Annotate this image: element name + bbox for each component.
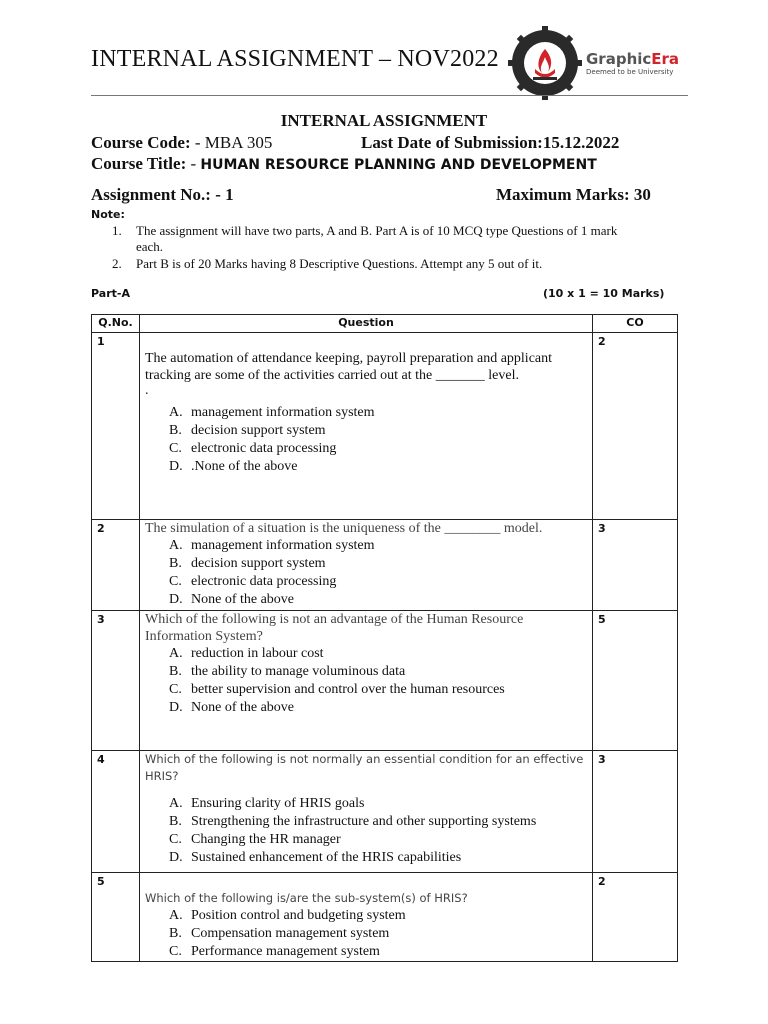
option-text: electronic data processing (191, 441, 337, 456)
course-title-sep: - (186, 154, 201, 173)
header-question: Question (140, 315, 593, 333)
option-text: reduction in labour cost (191, 646, 324, 661)
note-item-number: 1. (112, 223, 122, 238)
course-title-row (91, 154, 597, 174)
option-letter: D. (169, 459, 183, 474)
note-label: Note: (91, 208, 125, 221)
question-number: 4 (92, 751, 140, 873)
submission-label: Last Date of Submission: (361, 133, 543, 152)
assignment-heading: INTERNAL ASSIGNMENT (280, 111, 488, 130)
list-item (169, 440, 588, 458)
list-item (169, 591, 588, 609)
header-divider (91, 95, 688, 96)
list-item (169, 699, 588, 717)
option-letter: B. (169, 926, 182, 941)
question-cell (140, 333, 593, 520)
option-text: Ensuring clarity of HRIS goals (191, 796, 365, 811)
option-letter: C. (169, 832, 182, 847)
option-text: management information system (191, 538, 375, 553)
submission-value: 15.12.2022 (542, 133, 620, 152)
brand-name (586, 50, 679, 68)
options-list (145, 907, 588, 961)
question-extra-text: . (145, 383, 149, 398)
option-letter: A. (169, 646, 183, 661)
brand-name-part-2: Era (651, 50, 680, 68)
list-item (169, 422, 588, 440)
option-text: decision support system (191, 423, 326, 438)
assignment-row (91, 185, 659, 205)
table-row (92, 873, 678, 962)
note-item (112, 256, 542, 272)
part-a-marks: (10 x 1 = 10 Marks) (543, 287, 665, 300)
list-item (169, 681, 588, 699)
list-item (169, 537, 588, 555)
option-text: Changing the HR manager (191, 832, 341, 847)
question-text: The automation of attendance keeping, payroll preparation and applicant tracking are some of the activities carried out at the _______ level. (145, 351, 553, 383)
course-outcome: 2 (593, 333, 678, 520)
list-item (169, 795, 588, 813)
table-row (92, 520, 678, 611)
course-code-value: - MBA 305 (190, 133, 273, 152)
list-item (169, 573, 588, 591)
question-number: 1 (92, 333, 140, 520)
list-item (169, 925, 588, 943)
options-list (145, 795, 588, 867)
list-item (169, 813, 588, 831)
header-qno: Q.No. (92, 315, 140, 333)
assignment-value: - 1 (210, 185, 234, 204)
option-letter: A. (169, 908, 183, 923)
course-title-label: Course Title: (91, 154, 187, 173)
option-letter: B. (169, 423, 182, 438)
option-letter: B. (169, 814, 182, 829)
list-item (169, 907, 588, 925)
note-item-number: 2. (112, 256, 122, 271)
question-cell (140, 751, 593, 873)
option-text: better supervision and control over the human resources (191, 682, 505, 697)
option-letter: B. (169, 664, 182, 679)
question-number: 3 (92, 611, 140, 751)
graphic-era-logo-icon (505, 26, 585, 100)
table-row (92, 333, 678, 520)
list-item (169, 663, 588, 681)
options-list (145, 404, 588, 476)
list-item (169, 555, 588, 573)
option-text: electronic data processing (191, 574, 337, 589)
option-text: management information system (191, 405, 375, 420)
table-row (92, 751, 678, 873)
option-text: the ability to manage voluminous data (191, 664, 406, 679)
question-text: Which of the following is not normally an essential condition for an effective HRIS? (145, 752, 584, 783)
list-item (169, 458, 588, 476)
question-cell (140, 520, 593, 611)
note-item (112, 223, 657, 255)
list-item (169, 831, 588, 849)
assignment-label: Assignment No.: (91, 185, 211, 204)
option-letter: C. (169, 441, 182, 456)
list-item (169, 645, 588, 663)
question-text: Which of the following is not an advantage of the Human Resource Information System? (145, 612, 524, 644)
option-text: None of the above (191, 700, 295, 715)
course-outcome: 3 (593, 751, 678, 873)
course-outcome: 2 (593, 873, 678, 962)
header-co: CO (593, 315, 678, 333)
document-header-title: INTERNAL ASSIGNMENT – NOV2022 (91, 46, 499, 72)
submission-date (361, 133, 619, 153)
list-item (169, 943, 588, 961)
brand-tagline: Deemed to be University (586, 68, 674, 76)
question-table (91, 314, 678, 962)
option-letter: C. (169, 944, 182, 959)
option-text: None of the above (191, 592, 295, 607)
option-letter: D. (169, 700, 183, 715)
note-item-text: Part B is of 20 Marks having 8 Descriptive Questions. Attempt any 5 out of it. (136, 256, 543, 271)
option-letter: B. (169, 556, 182, 571)
option-text: .None of the above (191, 459, 298, 474)
options-list (145, 645, 588, 717)
question-number: 2 (92, 520, 140, 611)
part-a-label: Part-A (91, 287, 130, 300)
course-outcome: 3 (593, 520, 678, 611)
options-list (145, 537, 588, 609)
option-letter: D. (169, 850, 183, 865)
maximum-marks (496, 185, 651, 205)
list-item (169, 404, 588, 422)
option-letter: C. (169, 682, 182, 697)
option-text: Performance management system (191, 944, 380, 959)
question-cell (140, 873, 593, 962)
max-marks-label: Maximum Marks: (496, 185, 630, 204)
course-code-label: Course Code: (91, 133, 191, 152)
table-row (92, 611, 678, 751)
option-letter: C. (169, 574, 182, 589)
course-code-row (91, 133, 620, 153)
question-text: Which of the following is/are the sub-system(s) of HRIS? (145, 891, 468, 905)
option-text: Sustained enhancement of the HRIS capabilities (191, 850, 462, 865)
list-item (169, 849, 588, 867)
option-letter: D. (169, 592, 183, 607)
brand-block (586, 50, 679, 77)
question-number: 5 (92, 873, 140, 962)
course-title-value: HUMAN RESOURCE PLANNING AND DEVELOPMENT (200, 157, 597, 173)
course-outcome: 5 (593, 611, 678, 751)
note-item-text: The assignment will have two parts, A and B. Part A is of 10 MCQ type Questions of 1 mark (136, 223, 618, 238)
option-text: Position control and budgeting system (191, 908, 406, 923)
option-text: decision support system (191, 556, 326, 571)
option-text: Compensation management system (191, 926, 390, 941)
brand-name-part-1: Graphic (586, 50, 652, 68)
question-cell (140, 611, 593, 751)
option-letter: A. (169, 538, 183, 553)
question-text: The simulation of a situation is the uniqueness of the ________ model. (145, 521, 543, 536)
option-letter: A. (169, 796, 183, 811)
max-marks-value: 30 (629, 185, 651, 204)
option-text: Strengthening the infrastructure and other supporting systems (191, 814, 537, 829)
table-header-row (92, 315, 678, 333)
note-item-text-continued: each. (136, 239, 164, 254)
option-letter: A. (169, 405, 183, 420)
